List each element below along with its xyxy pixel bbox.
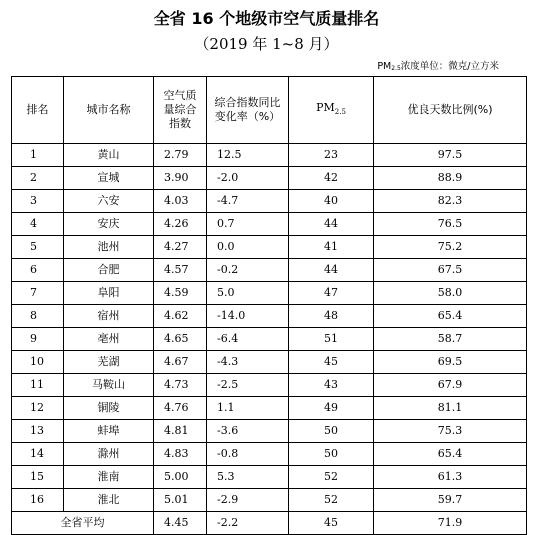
cell-city: 滁州 (64, 443, 154, 466)
cell-index: 4.81 (154, 420, 207, 443)
document-title: 全省 16 个地级市空气质量排名 (153, 9, 380, 28)
cell-pm25: 42 (289, 167, 374, 190)
cell-rank: 9 (12, 328, 64, 351)
cell-ratio: 59.7 (374, 489, 527, 512)
cell-change: 0.0 (207, 236, 289, 259)
cell-pm25: 50 (289, 420, 374, 443)
cell-city: 安庆 (64, 213, 154, 236)
cell-index: 2.79 (154, 144, 207, 167)
cell-pm25: 51 (289, 328, 374, 351)
table-row (12, 305, 527, 328)
average-index: 4.45 (154, 512, 207, 535)
cell-ratio: 67.9 (374, 374, 527, 397)
table-row (12, 443, 527, 466)
cell-pm25: 44 (289, 213, 374, 236)
cell-city: 阜阳 (64, 282, 154, 305)
cell-pm25: 41 (289, 236, 374, 259)
cell-city: 合肥 (64, 259, 154, 282)
cell-rank: 5 (12, 236, 64, 259)
cell-pm25: 49 (289, 397, 374, 420)
cell-index: 4.57 (154, 259, 207, 282)
cell-ratio: 58.0 (374, 282, 527, 305)
table-row (12, 374, 527, 397)
cell-index: 4.62 (154, 305, 207, 328)
cell-index: 4.59 (154, 282, 207, 305)
cell-rank: 15 (12, 466, 64, 489)
average-ratio: 71.9 (374, 512, 527, 535)
cell-change: 5.0 (207, 282, 289, 305)
table-row (12, 397, 527, 420)
cell-ratio: 75.3 (374, 420, 527, 443)
document-subtitle: （2019 年 1~8 月） (194, 35, 339, 53)
cell-ratio: 67.5 (374, 259, 527, 282)
table-row (12, 351, 527, 374)
cell-city: 淮南 (64, 466, 154, 489)
cell-rank: 16 (12, 489, 64, 512)
cell-pm25: 47 (289, 282, 374, 305)
cell-rank: 4 (12, 213, 64, 236)
cell-change: -2.0 (207, 167, 289, 190)
cell-change: -4.7 (207, 190, 289, 213)
cell-rank: 1 (12, 144, 64, 167)
table-row (12, 190, 527, 213)
cell-index: 4.83 (154, 443, 207, 466)
cell-index: 4.67 (154, 351, 207, 374)
cell-index: 4.65 (154, 328, 207, 351)
cell-rank: 10 (12, 351, 64, 374)
cell-city: 六安 (64, 190, 154, 213)
cell-ratio: 76.5 (374, 213, 527, 236)
cell-index: 4.26 (154, 213, 207, 236)
cell-city: 黄山 (64, 144, 154, 167)
table-row (12, 466, 527, 489)
cell-pm25: 43 (289, 374, 374, 397)
cell-index: 3.90 (154, 167, 207, 190)
unit-note: $PM_{2.5}$浓度单位：微克/立方米 (377, 61, 499, 72)
average-change: -2.2 (207, 512, 289, 535)
cell-city: 铜陵 (64, 397, 154, 420)
cell-ratio: 88.9 (374, 167, 527, 190)
table-row (12, 489, 527, 512)
header-row (12, 77, 527, 144)
cell-rank: 7 (12, 282, 64, 305)
table-row (12, 236, 527, 259)
header-rank: 排名 (12, 77, 64, 144)
cell-change: 1.1 (207, 397, 289, 420)
header-index: 空气质量综合指数 (154, 77, 207, 144)
cell-pm25: 50 (289, 443, 374, 466)
cell-rank: 6 (12, 259, 64, 282)
cell-change: -2.9 (207, 489, 289, 512)
cell-index: 4.73 (154, 374, 207, 397)
table-row (12, 420, 527, 443)
cell-ratio: 75.2 (374, 236, 527, 259)
cell-rank: 13 (12, 420, 64, 443)
cell-ratio: 97.5 (374, 144, 527, 167)
table-row (12, 282, 527, 305)
cell-rank: 14 (12, 443, 64, 466)
header-change: 综合指数同比变化率（%） (207, 77, 289, 144)
cell-rank: 3 (12, 190, 64, 213)
cell-change: -2.5 (207, 374, 289, 397)
table-row (12, 259, 527, 282)
cell-city: 宿州 (64, 305, 154, 328)
table-row (12, 144, 527, 167)
cell-index: 5.01 (154, 489, 207, 512)
header-pm25: $PM_{2.5}$ (289, 77, 374, 144)
cell-ratio: 69.5 (374, 351, 527, 374)
cell-index: 4.03 (154, 190, 207, 213)
cell-change: -0.2 (207, 259, 289, 282)
cell-ratio: 82.3 (374, 190, 527, 213)
cell-ratio: 65.4 (374, 443, 527, 466)
cell-ratio: 65.4 (374, 305, 527, 328)
cell-city: 淮北 (64, 489, 154, 512)
cell-city: 亳州 (64, 328, 154, 351)
cell-change: 0.7 (207, 213, 289, 236)
air-quality-ranking-table (11, 76, 527, 535)
cell-change: -3.6 (207, 420, 289, 443)
cell-city: 芜湖 (64, 351, 154, 374)
cell-pm25: 48 (289, 305, 374, 328)
header-ratio: 优良天数比例(%) (374, 77, 527, 144)
header-city: 城市名称 (64, 77, 154, 144)
cell-rank: 2 (12, 167, 64, 190)
cell-change: -0.8 (207, 443, 289, 466)
cell-pm25: 52 (289, 489, 374, 512)
cell-change: -4.3 (207, 351, 289, 374)
cell-city: 蚌埠 (64, 420, 154, 443)
cell-change: 5.3 (207, 466, 289, 489)
cell-city: 池州 (64, 236, 154, 259)
cell-ratio: 81.1 (374, 397, 527, 420)
average-row (12, 512, 527, 535)
cell-rank: 11 (12, 374, 64, 397)
cell-change: -6.4 (207, 328, 289, 351)
cell-pm25: 45 (289, 351, 374, 374)
table-row (12, 328, 527, 351)
cell-index: 5.00 (154, 466, 207, 489)
cell-change: -14.0 (207, 305, 289, 328)
average-label: 全省平均 (12, 512, 154, 535)
cell-index: 4.76 (154, 397, 207, 420)
cell-index: 4.27 (154, 236, 207, 259)
cell-pm25: 40 (289, 190, 374, 213)
cell-change: 12.5 (207, 144, 289, 167)
cell-rank: 12 (12, 397, 64, 420)
cell-pm25: 23 (289, 144, 374, 167)
cell-ratio: 58.7 (374, 328, 527, 351)
cell-rank: 8 (12, 305, 64, 328)
cell-city: 马鞍山 (64, 374, 154, 397)
average-pm25: 45 (289, 512, 374, 535)
table-row (12, 167, 527, 190)
cell-city: 宣城 (64, 167, 154, 190)
cell-pm25: 52 (289, 466, 374, 489)
cell-ratio: 61.3 (374, 466, 527, 489)
cell-pm25: 44 (289, 259, 374, 282)
table-row (12, 213, 527, 236)
